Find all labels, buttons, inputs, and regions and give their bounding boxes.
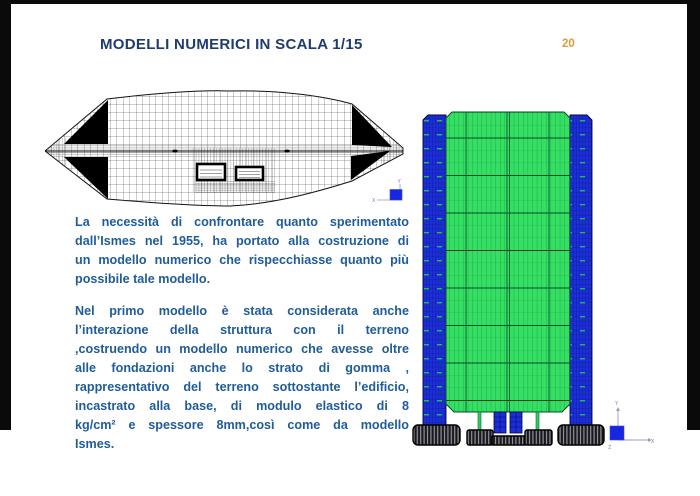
plan-mesh-body: [45, 88, 410, 208]
frame-bar-top: [0, 0, 700, 4]
page-number: 20: [562, 38, 575, 50]
body-text: [75, 213, 409, 454]
svg-text:Y: Y: [615, 401, 619, 407]
paragraph-1-line: dall’Ismes nel 1955, ha portato alla costruzione di: [75, 234, 409, 248]
fem-model-figure: [408, 100, 658, 455]
page-title: MODELLI NUMERICI IN SCALA 1/15: [100, 36, 363, 53]
paragraph-1-line: possibile tale modello.: [75, 272, 211, 286]
fem-side-column-left: [423, 115, 446, 428]
svg-text:X: X: [372, 198, 376, 204]
opening-left: [197, 164, 225, 180]
svg-text:X: X: [651, 439, 655, 445]
opening-right: [236, 167, 263, 180]
paragraph-2-line: kg/cm² e spessore 8mm,così come da modello: [75, 418, 409, 432]
paragraph-2-line: Ismes.: [75, 437, 115, 451]
paragraph-2-line: l’interazione della struttura con il terreno: [75, 323, 409, 337]
axis-triad-icon: [608, 401, 655, 451]
frame-bar-left: [0, 0, 11, 430]
fem-core-green: [446, 112, 570, 412]
paragraph-2-line: Nel primo modello è stata considerata anche: [75, 304, 409, 318]
fem-side-column-right: [570, 115, 592, 428]
axis-triad-icon: [372, 179, 402, 204]
foundation-blocks: [413, 425, 604, 445]
plan-mesh-figure: [45, 88, 410, 208]
paragraph-2-line: rappresentativo del terreno sottostante l’edificio,: [75, 380, 409, 394]
paragraph-2-line: incastrato alla base, di modulo elastico di 8: [75, 399, 409, 413]
paragraph-1-line: un modello numerico che rispecchiasse quanto più: [75, 253, 409, 267]
paragraph-gap: [75, 289, 409, 302]
svg-text:Y: Y: [397, 179, 401, 185]
svg-text:Z: Z: [608, 445, 612, 451]
paragraph-1-line: La necessità di confrontare quanto sperimentato: [75, 215, 409, 229]
paragraph-2-line: alle fondazioni anche lo strato di gomma ,: [75, 361, 409, 375]
frame-bar-right: [687, 0, 700, 430]
paragraph-2-line: ,costruendo un modello numerico che avesse oltre: [75, 342, 409, 356]
